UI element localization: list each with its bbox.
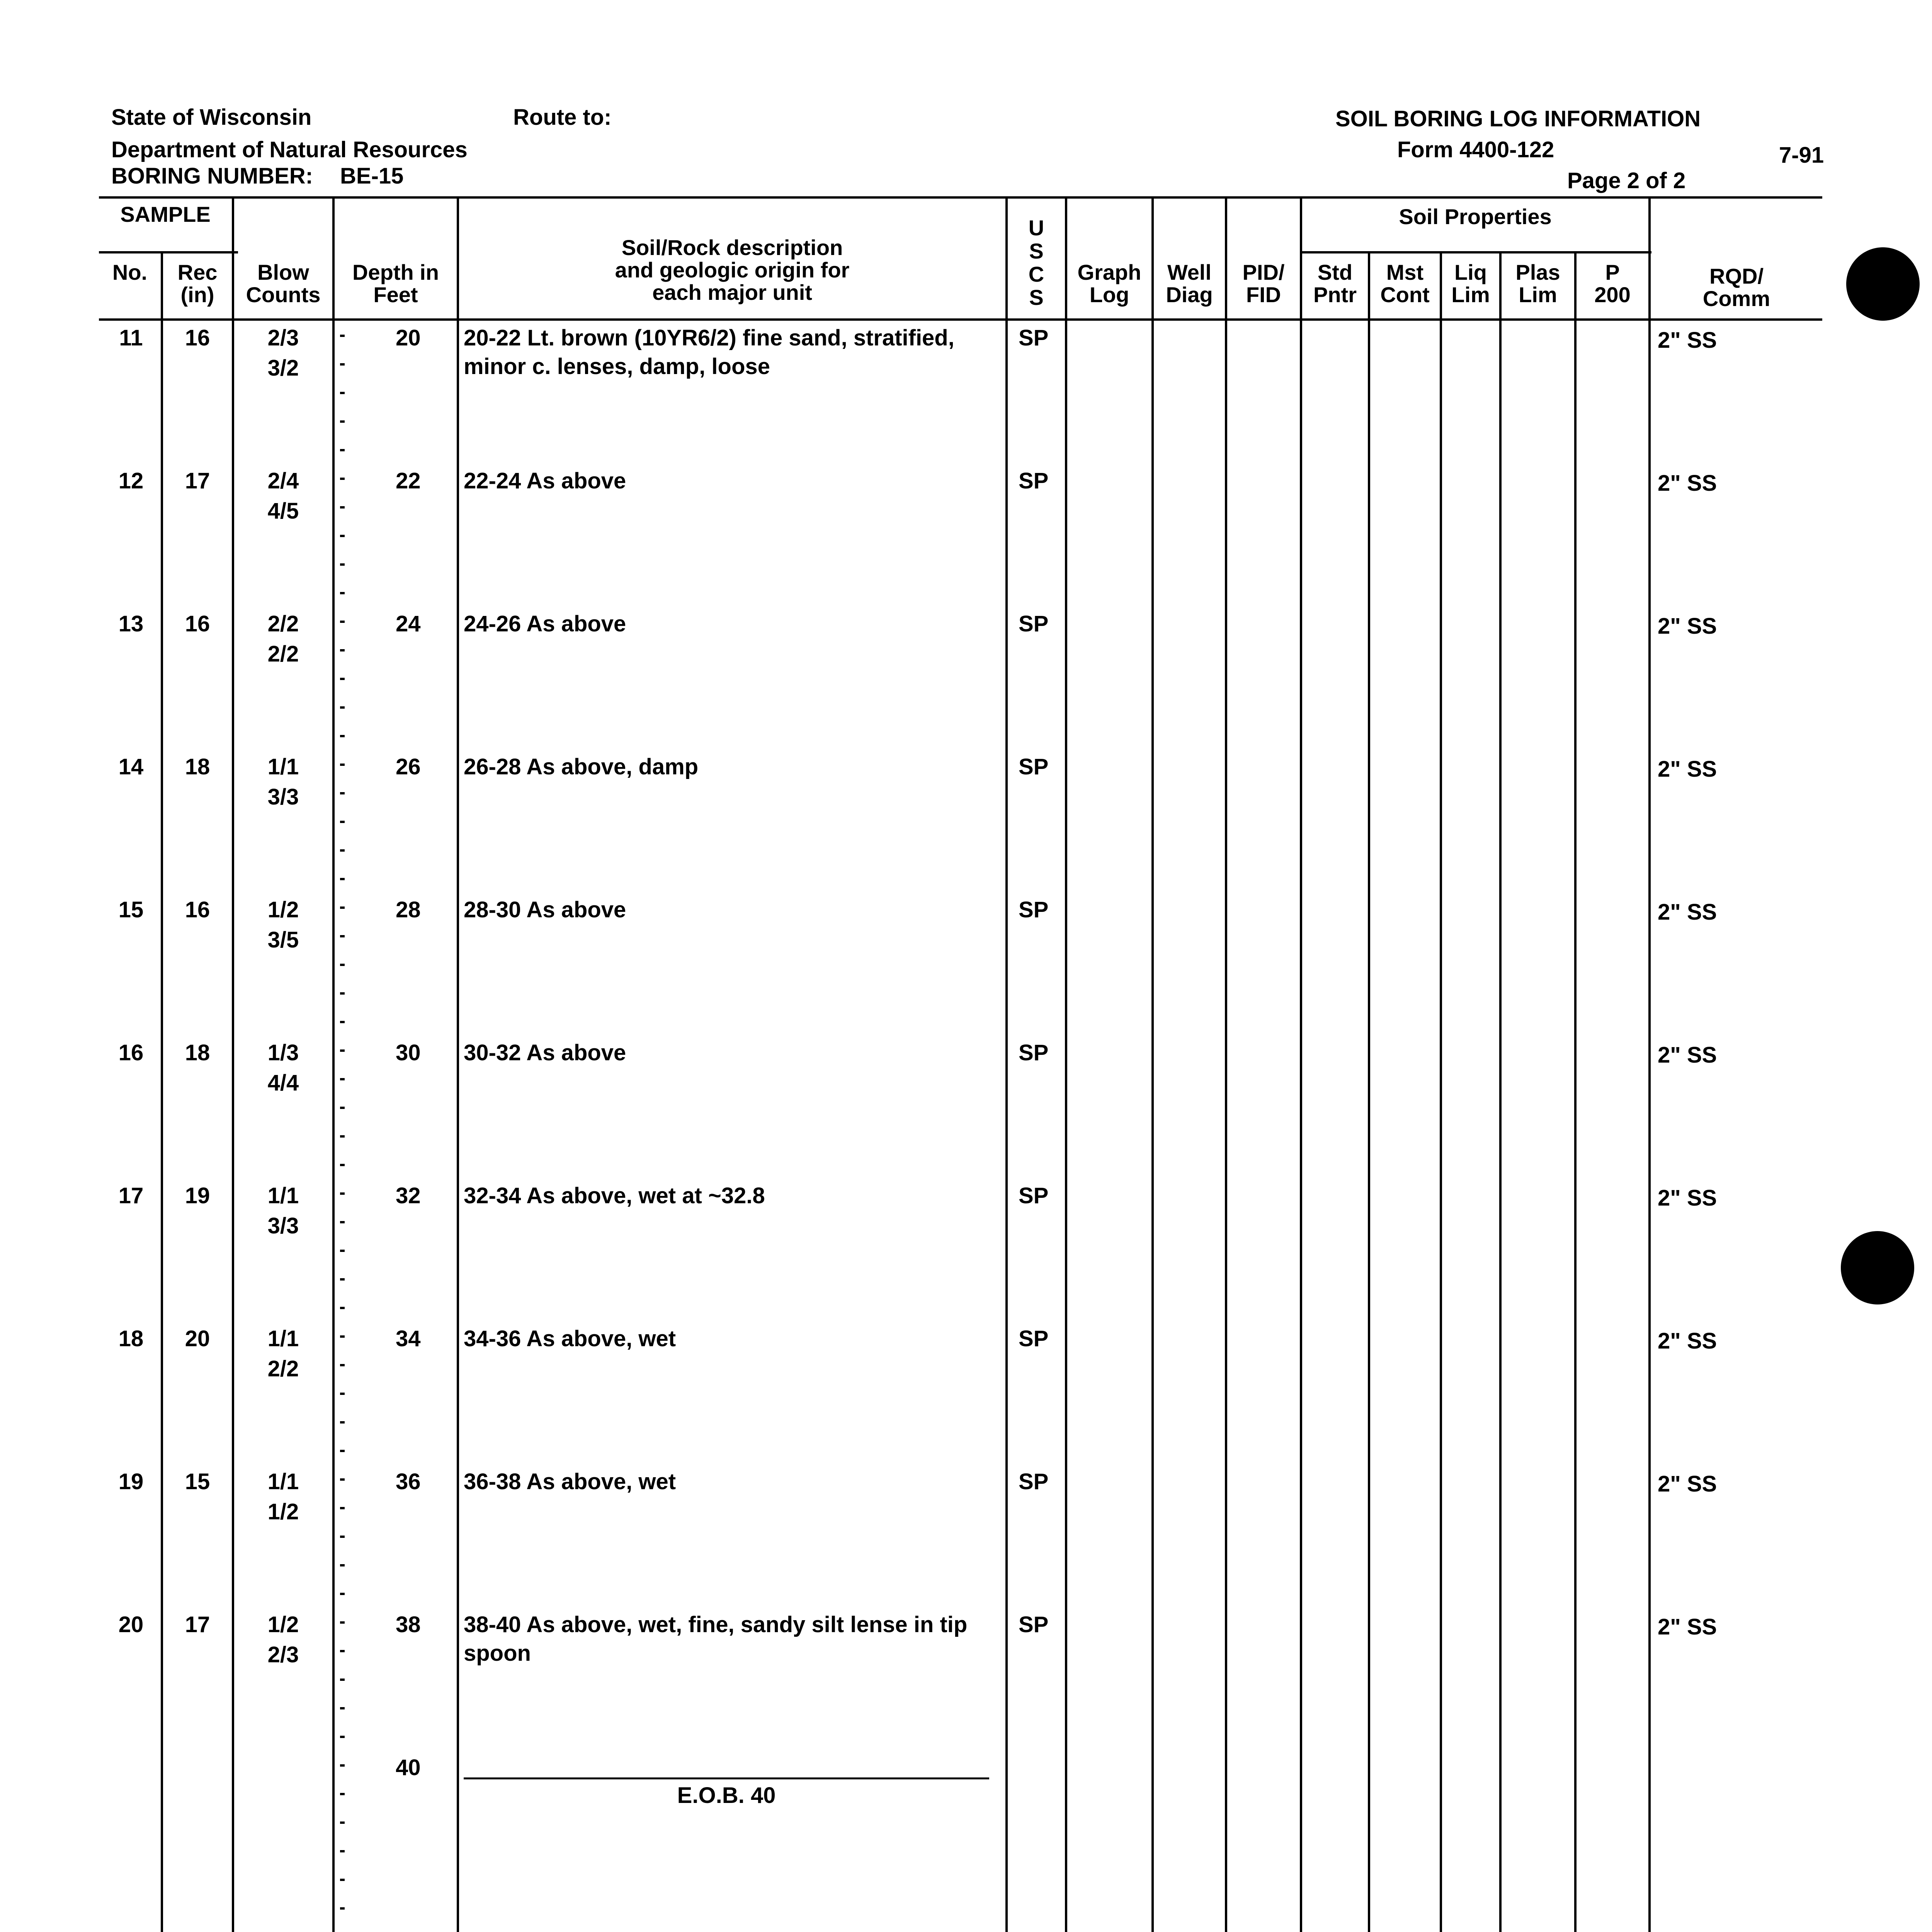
sample-number: 14 <box>118 754 144 779</box>
depth-tick <box>340 449 345 451</box>
depth-tick <box>340 535 345 537</box>
end-of-boring-line <box>464 1777 989 1779</box>
depth-feet: 26 <box>396 754 421 779</box>
form-revision: 7-91 <box>1779 143 1824 168</box>
blow-count: 1/1 <box>267 754 299 779</box>
depth-tick <box>340 392 345 394</box>
boring-number-label: BORING NUMBER: <box>111 163 313 189</box>
col-header-blow: Blow Counts <box>246 260 321 307</box>
uscs-class: SP <box>1019 325 1049 350</box>
state-name: State of Wisconsin <box>111 105 312 130</box>
sample-number: 19 <box>118 1469 144 1494</box>
sample-divider <box>99 251 238 253</box>
depth-tick <box>340 506 345 509</box>
uscs-class: SP <box>1019 1326 1049 1351</box>
blow-count: 1/2 <box>267 897 299 922</box>
depth-tick <box>340 1107 345 1109</box>
depth-tick <box>340 1679 345 1681</box>
depth-tick <box>340 1793 345 1795</box>
rqd-comment: 2" SS <box>1658 1614 1717 1639</box>
depth-tick <box>340 1278 345 1281</box>
rqd-comment: 2" SS <box>1658 1043 1717 1068</box>
depth-tick <box>340 764 345 766</box>
blow-count: 2/4 <box>267 468 299 493</box>
depth-feet: 20 <box>396 325 421 350</box>
depth-tick <box>340 1478 345 1481</box>
table-top-border <box>99 196 1822 199</box>
blow-count: 2/3 <box>267 325 299 350</box>
blow-count: 3/2 <box>267 355 299 381</box>
col-header-graph-log: Graph Log <box>1077 260 1141 307</box>
depth-feet: 24 <box>396 611 421 636</box>
recovery-inches: 18 <box>185 1040 210 1065</box>
department-name: Department of Natural Resources <box>111 137 468 162</box>
depth-tick <box>340 1078 345 1080</box>
col-line <box>457 196 459 1932</box>
depth-tick <box>340 906 345 909</box>
col-line <box>1225 196 1227 1932</box>
soil-description: 32-34 As above, wet at ~32.8 <box>464 1183 765 1208</box>
sample-number: 18 <box>118 1326 144 1351</box>
depth-tick <box>340 1192 345 1195</box>
blow-count: 2/2 <box>267 611 299 636</box>
depth-feet: 36 <box>396 1469 421 1494</box>
depth-tick <box>340 1536 345 1538</box>
rqd-comment: 2" SS <box>1658 757 1717 782</box>
blow-count: 4/4 <box>267 1070 299 1095</box>
soil-description: 24-26 As above <box>464 611 626 636</box>
sample-number: 11 <box>119 325 143 350</box>
soil-description: minor c. lenses, damp, loose <box>464 354 770 379</box>
recovery-inches: 16 <box>185 325 210 350</box>
uscs-class: SP <box>1019 1040 1049 1065</box>
col-header-p200: P 200 <box>1594 260 1631 307</box>
depth-tick <box>340 1707 345 1709</box>
depth-tick <box>340 649 345 651</box>
blow-count: 1/3 <box>267 1040 299 1065</box>
blow-count: 1/1 <box>267 1326 299 1351</box>
depth-tick <box>340 478 345 480</box>
depth-tick <box>340 1621 345 1624</box>
depth-tick <box>340 363 345 366</box>
soil-description: 26-28 As above, damp <box>464 754 699 779</box>
col-line <box>332 196 335 1932</box>
depth-tick <box>340 821 345 823</box>
sample-number: 15 <box>118 897 144 922</box>
recovery-inches: 16 <box>185 611 210 636</box>
rqd-comment: 2" SS <box>1658 614 1717 639</box>
rqd-comment: 2" SS <box>1658 1185 1717 1211</box>
sample-number: 13 <box>118 611 144 636</box>
end-of-boring-label: E.O.B. 40 <box>677 1783 776 1808</box>
depth-tick <box>340 1021 345 1023</box>
depth-tick <box>340 964 345 966</box>
col-line <box>1005 196 1008 1932</box>
depth-tick <box>340 1049 345 1052</box>
soil-description: 38-40 As above, wet, fine, sandy silt lense in tip <box>464 1612 968 1637</box>
blow-count: 1/2 <box>267 1612 299 1637</box>
recovery-inches: 18 <box>185 754 210 779</box>
depth-tick <box>340 678 345 680</box>
blow-count: 3/3 <box>267 1213 299 1238</box>
recovery-inches: 16 <box>185 897 210 922</box>
blow-count: 3/5 <box>267 927 299 952</box>
col-header-no: No. <box>112 260 148 284</box>
depth-tick <box>340 420 345 423</box>
binder-hole <box>1846 247 1920 321</box>
boring-number: BE-15 <box>340 163 404 189</box>
col-header-soil-properties: Soil Properties <box>1399 204 1552 229</box>
col-header-mst-cont: Mst Cont <box>1380 260 1430 307</box>
recovery-inches: 17 <box>185 1612 210 1637</box>
blow-count: 3/3 <box>267 784 299 810</box>
sample-number: 12 <box>118 468 144 493</box>
depth-tick <box>340 1850 345 1852</box>
depth-tick <box>340 992 345 995</box>
uscs-class: SP <box>1019 468 1049 493</box>
depth-tick <box>340 1364 345 1366</box>
sample-number: 20 <box>118 1612 144 1637</box>
col-header-well-diag: Well Diag <box>1166 260 1213 307</box>
col-header-description: Soil/Rock description and geologic origin for each major unit <box>615 235 850 304</box>
depth-tick <box>340 1821 345 1824</box>
depth-tick <box>340 792 345 794</box>
depth-feet: 34 <box>396 1326 421 1351</box>
depth-tick <box>340 1879 345 1881</box>
soil-description: 36-38 As above, wet <box>464 1469 676 1494</box>
depth-tick <box>340 1421 345 1423</box>
depth-tick <box>340 878 345 880</box>
soil-properties-divider <box>1302 251 1651 253</box>
col-header-depth: Depth in Feet <box>352 260 439 307</box>
rqd-comment: 2" SS <box>1658 1328 1717 1354</box>
col-header-plas-lim: Plas Lim <box>1515 260 1560 307</box>
depth-tick <box>340 1450 345 1452</box>
col-header-uscs: U S C S <box>1028 216 1044 310</box>
depth-tick <box>340 1736 345 1738</box>
end-depth: 40 <box>396 1755 421 1780</box>
col-line <box>1499 251 1502 1932</box>
depth-tick <box>340 1907 345 1910</box>
depth-tick <box>340 1593 345 1595</box>
blow-count: 1/1 <box>267 1183 299 1208</box>
col-header-rqd-comm: RQD/ Comm <box>1702 264 1770 311</box>
depth-tick <box>340 1507 345 1509</box>
depth-tick <box>340 563 345 566</box>
soil-description: 28-30 As above <box>464 897 626 922</box>
depth-feet: 32 <box>396 1183 421 1208</box>
depth-tick <box>340 1221 345 1223</box>
recovery-inches: 19 <box>185 1183 210 1208</box>
rqd-comment: 2" SS <box>1658 900 1717 925</box>
uscs-class: SP <box>1019 1183 1049 1208</box>
depth-feet: 38 <box>396 1612 421 1637</box>
uscs-class: SP <box>1019 611 1049 636</box>
rqd-comment: 2" SS <box>1658 471 1717 496</box>
depth-tick <box>340 735 345 737</box>
col-line <box>1065 196 1067 1932</box>
uscs-class: SP <box>1019 1612 1049 1637</box>
blow-count: 2/3 <box>267 1642 299 1667</box>
depth-tick <box>340 335 345 337</box>
col-header-sample: SAMPLE <box>120 202 211 226</box>
blow-count: 2/2 <box>267 641 299 667</box>
soil-description: 30-32 As above <box>464 1040 626 1065</box>
recovery-inches: 17 <box>185 468 210 493</box>
depth-tick <box>340 1564 345 1566</box>
depth-tick <box>340 621 345 623</box>
blow-count: 1/2 <box>267 1499 299 1524</box>
depth-tick <box>340 1764 345 1767</box>
col-header-pid-fid: PID/ FID <box>1242 260 1285 307</box>
depth-feet: 22 <box>396 468 421 493</box>
uscs-class: SP <box>1019 897 1049 922</box>
blow-count: 2/2 <box>267 1356 299 1381</box>
rqd-comment: 2" SS <box>1658 1471 1717 1497</box>
page-number: Page 2 of 2 <box>1567 168 1686 193</box>
col-header-std-pntr: Std Pntr <box>1313 260 1357 307</box>
form-title: SOIL BORING LOG INFORMATION <box>1335 106 1701 131</box>
depth-tick <box>340 1164 345 1166</box>
col-line <box>1368 251 1370 1932</box>
col-line <box>1151 196 1154 1932</box>
uscs-class: SP <box>1019 1469 1049 1494</box>
soil-description: spoon <box>464 1641 531 1666</box>
col-line <box>1648 196 1651 1932</box>
depth-tick <box>340 1650 345 1652</box>
recovery-inches: 15 <box>185 1469 210 1494</box>
depth-tick <box>340 1335 345 1338</box>
header-bottom-border <box>99 318 1822 321</box>
sample-number: 17 <box>118 1183 144 1208</box>
blow-count: 4/5 <box>267 498 299 524</box>
binder-hole <box>1841 1231 1914 1304</box>
uscs-class: SP <box>1019 754 1049 779</box>
soil-description: 20-22 Lt. brown (10YR6/2) fine sand, stratified, <box>464 325 954 350</box>
sample-number: 16 <box>118 1040 144 1065</box>
col-header-rec: Rec (in) <box>177 260 218 307</box>
col-line <box>1440 251 1442 1932</box>
depth-tick <box>340 1135 345 1138</box>
depth-tick <box>340 1250 345 1252</box>
depth-tick <box>340 1307 345 1309</box>
depth-tick <box>340 592 345 594</box>
route-to-label: Route to: <box>513 105 612 130</box>
col-header-liq-lim: Liq Lim <box>1451 260 1490 307</box>
depth-feet: 30 <box>396 1040 421 1065</box>
col-line <box>1300 196 1302 1932</box>
soil-description: 34-36 As above, wet <box>464 1326 676 1351</box>
rqd-comment: 2" SS <box>1658 328 1717 353</box>
recovery-inches: 20 <box>185 1326 210 1351</box>
depth-feet: 28 <box>396 897 421 922</box>
depth-tick <box>340 706 345 709</box>
blow-count: 1/1 <box>267 1469 299 1494</box>
col-line <box>1574 251 1577 1932</box>
depth-tick <box>340 849 345 852</box>
col-line <box>161 251 163 1932</box>
soil-description: 22-24 As above <box>464 468 626 493</box>
depth-tick <box>340 935 345 937</box>
depth-tick <box>340 1393 345 1395</box>
form-number: Form 4400-122 <box>1397 137 1554 162</box>
